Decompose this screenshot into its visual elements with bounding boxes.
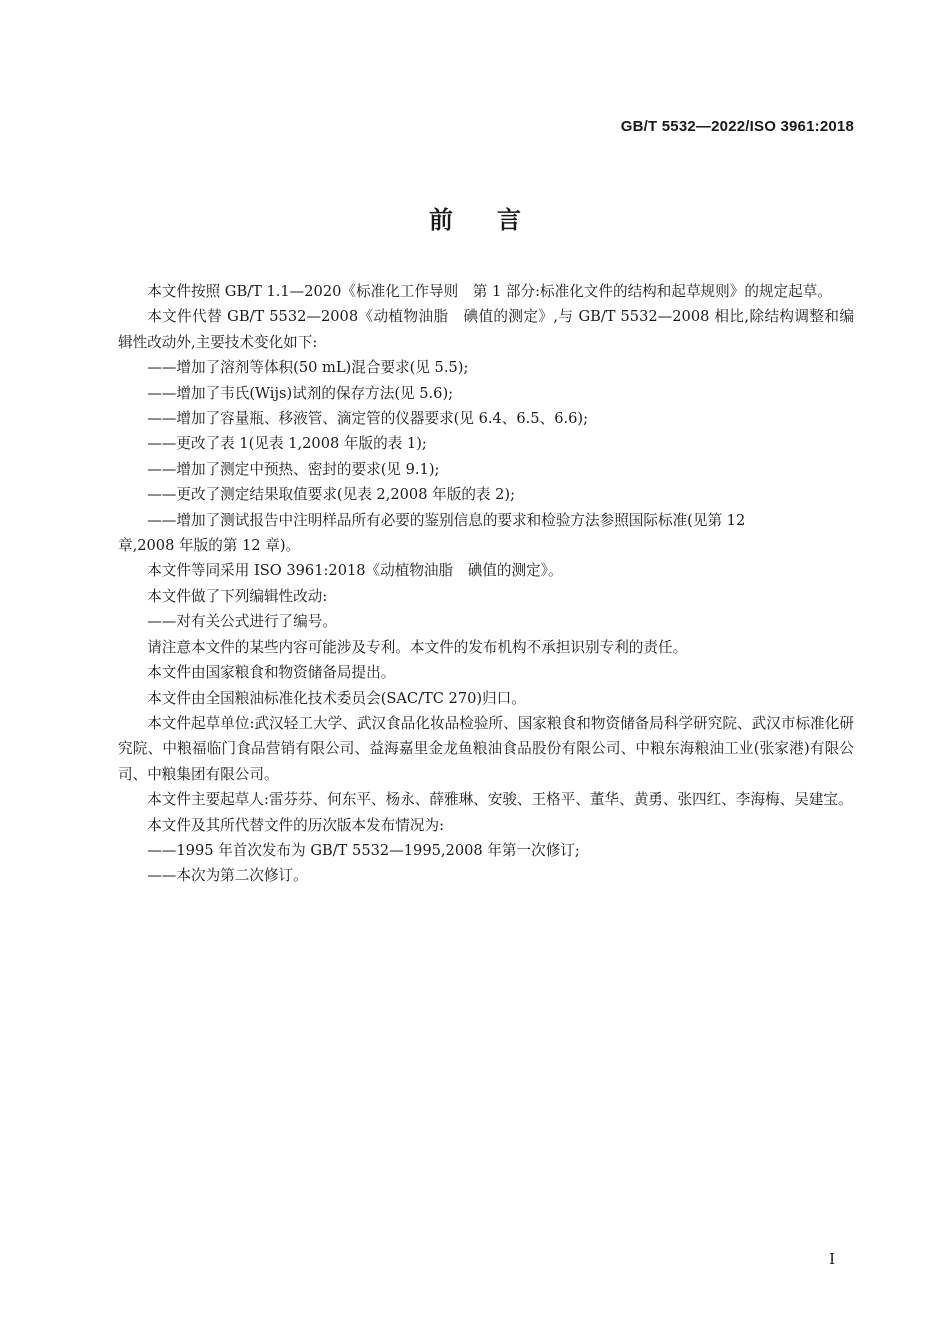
patent-notice-paragraph: 请注意本文件的某些内容可能涉及专利。本文件的发布机构不承担识别专利的责任。 (147, 638, 688, 656)
foreword-body (118, 279, 854, 889)
title-char-2: 言 (497, 206, 521, 234)
editorial-changes-paragraph: 本文件做了下列编辑性改动: (147, 587, 328, 605)
change-item-last-line1: ——增加了测试报告中注明样品所有必要的鉴别信息的要求和检验方法参照国际标准(见第 12 (147, 511, 746, 529)
change-item: ——增加了韦氏(Wijs)试剂的保存方法(见 5.6); (147, 384, 454, 402)
change-item: ——增加了测定中预热、密封的要求(见 9.1); (147, 460, 440, 478)
proposer-paragraph: 本文件由国家粮食和物资储备局提出。 (147, 664, 396, 682)
standard-code: GB/T 5532—2022/ISO 3961:2018 (620, 118, 854, 135)
page-title (0, 200, 950, 235)
change-item: ——更改了表 1(见表 1,2008 年版的表 1); (147, 435, 427, 453)
drafters-paragraph: 本文件主要起草人:雷芬芬、何东平、杨永、薛雅琳、安骏、王格平、董华、黄勇、张四红、李海梅、吴建宝。 (147, 791, 853, 809)
change-item: ——增加了容量瓶、移液管、滴定管的仪器要求(见 6.4、6.5、6.6); (147, 410, 589, 428)
history-paragraph: 本文件及其所代替文件的历次版本发布情况为: (147, 816, 444, 834)
history-item: ——1995 年首次发布为 GB/T 5532—1995,2008 年第一次修订; (147, 841, 580, 859)
adoption-paragraph: 本文件等同采用 ISO 3961:2018《动植物油脂 碘值的测定》。 (147, 562, 563, 580)
replacement-paragraph: 本文件代替 GB/T 5532—2008《动植物油脂 碘值的测定》,与 GB/T 5532—2008 相比,除结构调整和编辑性改动外,主要技术变化如下: (118, 308, 854, 351)
history-item: ——本次为第二次修订。 (147, 867, 308, 885)
editorial-item: ——对有关公式进行了编号。 (147, 613, 337, 631)
drafting-basis-paragraph: 本文件按照 GB/T 1.1—2020《标准化工作导则 第 1 部分:标准化文件的结构和起草规则》的规定起草。 (147, 283, 832, 300)
committee-paragraph: 本文件由全国粮油标准化技术委员会(SAC/TC 270)归口。 (147, 689, 526, 707)
title-char-1: 前 (429, 206, 453, 234)
page-number: I (829, 1250, 835, 1268)
change-item-last (118, 508, 854, 559)
change-item-last-line2: 章,2008 年版的第 12 章)。 (118, 537, 301, 555)
change-item: ——增加了溶剂等体积(50 mL)混合要求(见 5.5); (147, 359, 469, 377)
drafting-units-paragraph: 本文件起草单位:武汉轻工大学、武汉食品化妆品检验所、国家粮食和物资储备局科学研究院、武汉市标准化研究院、中粮福临门食品营销有限公司、益海嘉里金龙鱼粮油食品股份有限公司、中粮东海粮油工业(张家港)有限公司、中粮集团有限公司。 (118, 714, 854, 783)
change-item: ——更改了测定结果取值要求(见表 2,2008 年版的表 2); (147, 486, 516, 504)
